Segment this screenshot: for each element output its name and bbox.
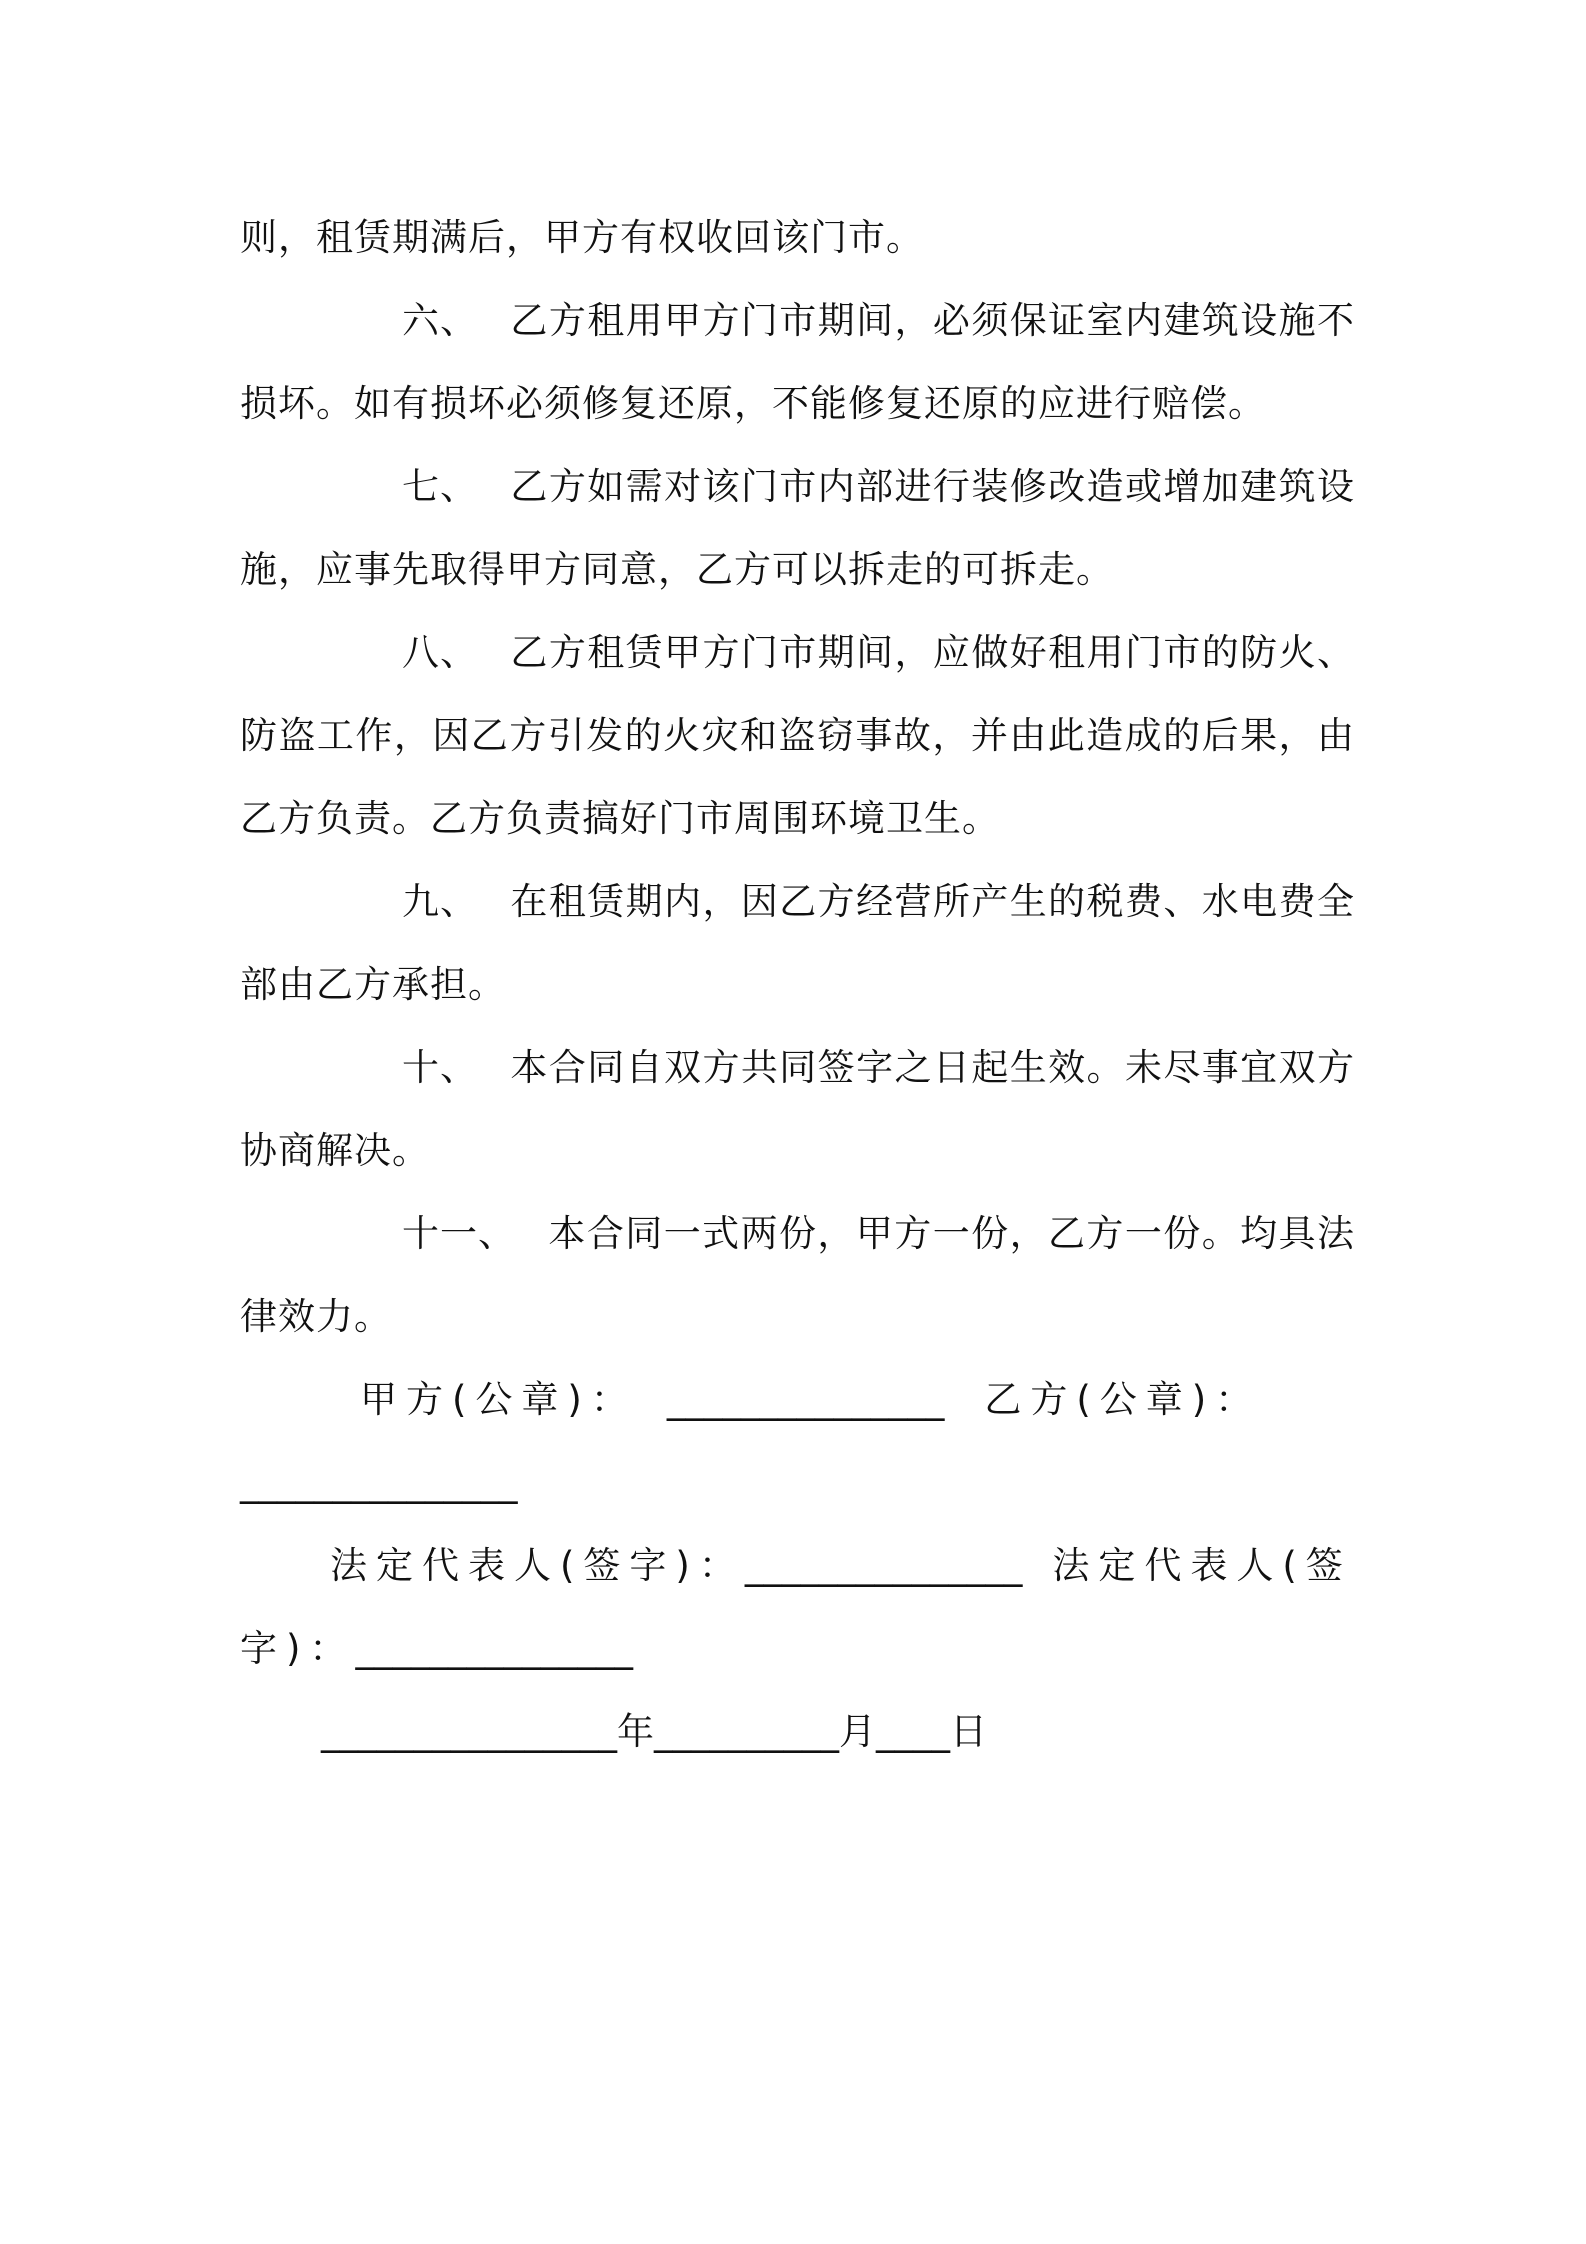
contract-body (240, 196, 1355, 1773)
party-b-seal-label: 乙方(公章)： (984, 1378, 1262, 1421)
date-line (240, 1690, 1355, 1773)
clause-8 (240, 611, 1355, 860)
clause-text: 乙方租用甲方门市期间，必须保证室内建筑设施不损坏。如有损坏必须修复还原，不能修复还原的应进行赔偿。 (240, 299, 1355, 425)
day-label: 日 (950, 1710, 987, 1753)
clause-number: 十、 (402, 1046, 478, 1089)
party-b-rep-blank: _______________ (355, 1627, 633, 1670)
clause-text: 在租赁期内，因乙方经营所产生的税费、水电费全部由乙方承担。 (240, 880, 1355, 1006)
clause-number: 六、 (402, 299, 478, 342)
month-label: 月 (839, 1710, 876, 1753)
month-blank: __________ (654, 1710, 839, 1753)
party-a-rep-blank: _______________ (744, 1544, 1023, 1587)
party-b-rep-label-continued: 字)： (240, 1627, 356, 1670)
clause-number: 七、 (402, 465, 478, 508)
clause-number: 九、 (402, 880, 478, 923)
day-blank: ____ (876, 1710, 950, 1753)
party-b-seal-blank: _______________ (240, 1461, 518, 1504)
party-a-seal-blank: _______________ (666, 1378, 945, 1421)
clause-6 (240, 279, 1355, 445)
representative-line (240, 1524, 1355, 1607)
carryover-paragraph: 则，租赁期满后，甲方有权收回该门市。 (240, 216, 924, 259)
clause-7 (240, 445, 1355, 611)
clause-10 (240, 1026, 1355, 1192)
party-a-seal-label: 甲方(公章)： (360, 1378, 637, 1421)
party-a-rep-label: 法定代表人(签字)： (330, 1544, 745, 1587)
representative-line-continued (240, 1607, 1355, 1690)
party-b-rep-label: 法定代表人(签 (1052, 1544, 1352, 1587)
clause-text: 本合同自双方共同签字之日起生效。未尽事宜双方协商解决。 (240, 1046, 1355, 1172)
clause-text: 乙方如需对该门市内部进行装修改造或增加建筑设施，应事先取得甲方同意，乙方可以拆走的可拆走。 (240, 465, 1355, 591)
year-blank: ________________ (321, 1710, 617, 1753)
clause-9 (240, 860, 1355, 1026)
party-b-seal-blank-line (240, 1441, 1355, 1524)
clause-text: 本合同一式两份，甲方一份，乙方一份。均具法律效力。 (240, 1212, 1355, 1338)
year-label: 年 (617, 1710, 654, 1753)
seal-line (240, 1358, 1355, 1441)
clause-number: 十一、 (402, 1212, 516, 1255)
clause-text: 乙方租赁甲方门市期间，应做好租用门市的防火、防盗工作，因乙方引发的火灾和盗窃事故，并由此造成的后果，由乙方负责。乙方负责搞好门市周围环境卫生。 (240, 631, 1355, 840)
clause-number: 八、 (402, 631, 478, 674)
clause-11 (240, 1192, 1355, 1358)
